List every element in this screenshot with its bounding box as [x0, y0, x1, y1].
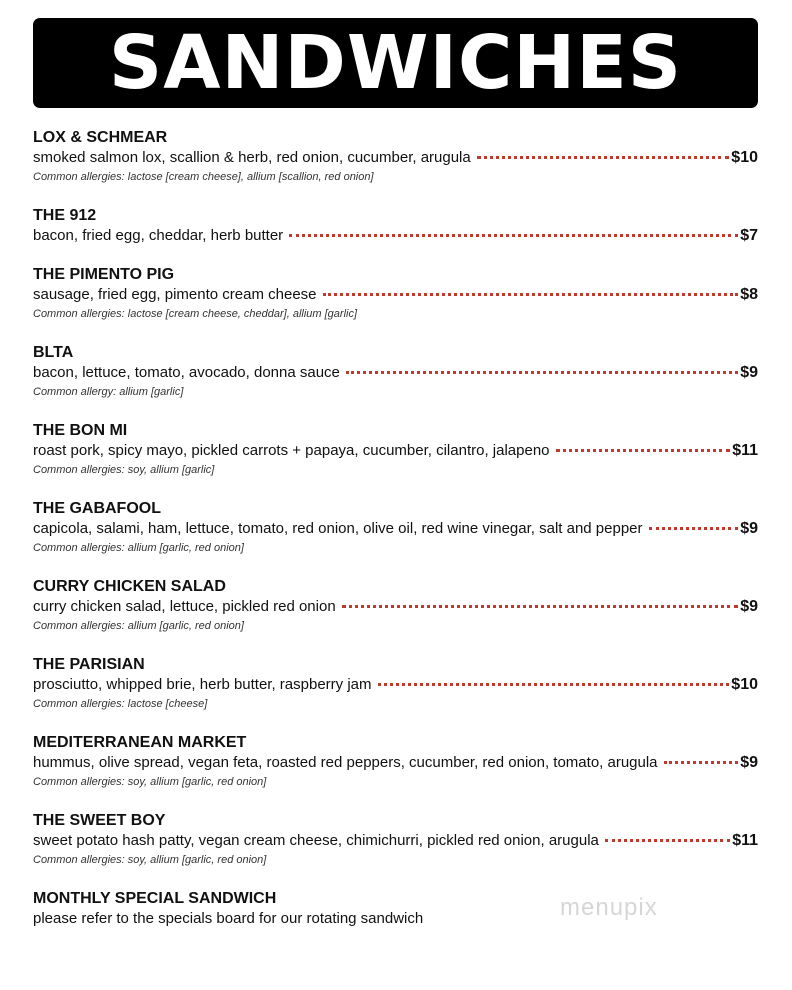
menu-item — [33, 421, 758, 480]
menu-item — [33, 265, 758, 324]
item-description: hummus, olive spread, vegan feta, roasted red peppers, cucumber, red onion, tomato, arugula — [33, 754, 658, 771]
item-line — [33, 226, 758, 246]
item-description: capicola, salami, ham, lettuce, tomato, red onion, olive oil, red wine vinegar, salt and pepper — [33, 520, 643, 537]
dot-leader — [556, 449, 731, 452]
item-name: THE PIMENTO PIG — [33, 266, 175, 283]
menu-item — [33, 655, 758, 714]
menu-header — [33, 18, 758, 108]
item-description: bacon, lettuce, tomato, avocado, donna sauce — [33, 364, 340, 381]
item-line — [33, 363, 758, 383]
dot-leader — [346, 371, 738, 374]
item-name: CURRY CHICKEN SALAD — [33, 578, 226, 595]
item-price: $8 — [740, 286, 758, 303]
item-description: roast pork, spicy mayo, pickled carrots + papaya, cucumber, cilantro, jalapeno — [33, 442, 550, 459]
item-allergies: Common allergies: allium [garlic, red onion] — [33, 620, 244, 632]
item-name: THE PARISIAN — [33, 656, 145, 673]
item-name: THE GABAFOOL — [33, 500, 161, 517]
item-price: $9 — [740, 364, 758, 381]
item-allergies: Common allergies: lactose [cream cheese, cheddar], allium [garlic] — [33, 308, 358, 320]
item-name: THE SWEET BOY — [33, 812, 166, 829]
menu-item — [33, 128, 758, 187]
item-description: sweet potato hash patty, vegan cream cheese, chimichurri, pickled red onion, arugula — [33, 832, 599, 849]
item-price: $7 — [740, 227, 758, 244]
dot-leader — [323, 293, 739, 296]
item-line — [33, 519, 758, 539]
menu-item — [33, 343, 758, 402]
dot-leader — [289, 234, 738, 237]
item-line — [33, 675, 758, 695]
menu-item — [33, 577, 758, 636]
item-description: smoked salmon lox, scallion & herb, red onion, cucumber, arugula — [33, 149, 471, 166]
dot-leader — [649, 527, 739, 530]
item-description: sausage, fried egg, pimento cream cheese — [33, 286, 317, 303]
menu-item — [33, 206, 758, 246]
item-allergies: Common allergies: lactose [cream cheese], allium [scallion, red onion] — [33, 171, 374, 183]
item-description: prosciutto, whipped brie, herb butter, raspberry jam — [33, 676, 372, 693]
item-line — [33, 285, 758, 305]
item-price: $9 — [740, 754, 758, 771]
item-line — [33, 753, 758, 773]
item-allergies: Common allergies: allium [garlic, red onion] — [33, 542, 244, 554]
dot-leader — [477, 156, 730, 159]
sandwich-list — [33, 128, 758, 948]
item-allergies: Common allergies: soy, allium [garlic, red onion] — [33, 854, 267, 866]
item-allergies: Common allergy: allium [garlic] — [33, 386, 184, 398]
item-name: MEDITERRANEAN MARKET — [33, 734, 247, 751]
dot-leader — [664, 761, 739, 764]
item-name: BLTA — [33, 344, 74, 361]
item-description: bacon, fried egg, cheddar, herb butter — [33, 227, 284, 244]
item-line — [33, 597, 758, 617]
page-title: SANDWICHES — [108, 20, 683, 106]
item-description: curry chicken salad, lettuce, pickled red onion — [33, 598, 336, 615]
item-price: $11 — [732, 832, 758, 849]
dot-leader — [605, 839, 730, 842]
item-allergies: Common allergies: lactose [cheese] — [33, 698, 208, 710]
item-price: $9 — [740, 520, 758, 537]
item-line — [33, 148, 758, 168]
item-price: $9 — [740, 598, 758, 615]
dot-leader — [342, 605, 739, 608]
item-price: $11 — [732, 442, 758, 459]
menu-item — [33, 499, 758, 558]
item-name: LOX & SCHMEAR — [33, 129, 168, 146]
item-name: THE 912 — [33, 207, 97, 224]
item-name: THE BON MI — [33, 422, 128, 439]
item-name: MONTHLY SPECIAL SANDWICH — [33, 890, 277, 907]
menu-item — [33, 733, 758, 792]
item-description: please refer to the specials board for our rotating sandwich — [33, 910, 424, 927]
item-price: $10 — [731, 676, 758, 693]
item-price: $10 — [731, 149, 758, 166]
dot-leader — [378, 683, 730, 686]
item-allergies: Common allergies: soy, allium [garlic, red onion] — [33, 776, 267, 788]
watermark-logo: menupix — [560, 894, 658, 921]
item-line — [33, 441, 758, 461]
item-line — [33, 831, 758, 851]
menu-item — [33, 811, 758, 870]
item-allergies: Common allergies: soy, allium [garlic] — [33, 464, 215, 476]
